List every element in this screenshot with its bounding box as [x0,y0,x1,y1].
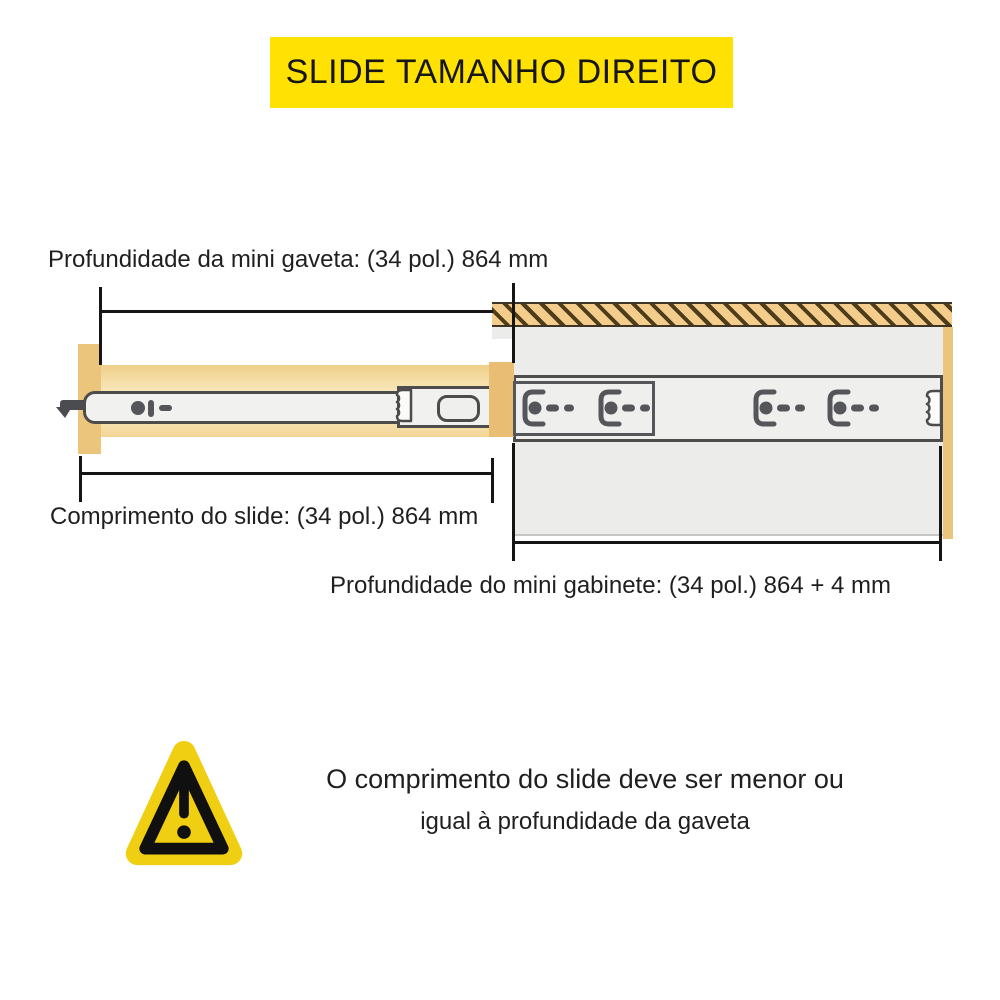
mounting-hole-icon [824,386,882,430]
drawer-back-post [489,362,514,437]
warning-triangle-icon [125,739,243,869]
cabinet-back-panel [943,327,953,539]
title-banner [270,37,733,108]
note-line-2: igual à profundidade da gaveta [420,808,750,835]
exclamation-glyph [177,780,191,839]
label-cabinet-depth: Profundidade do mini gabinete: (34 pol.) 864 + 4 mm [330,572,892,599]
cabinet-front-edge [492,327,513,339]
mounting-hole-icon [519,386,577,430]
page-title: SLIDE TAMANHO DIREITO [285,53,718,91]
label-drawer-depth: Profundidade da mini gaveta: (34 pol.) 864 mm [48,246,549,273]
note-line-1: O comprimento do slide deve ser menor ou [326,764,844,794]
note-block [285,764,885,836]
mounting-hole-icon [750,386,808,430]
front-mount-hook-icon [55,398,85,420]
cabinet-top-panel-hatch [492,302,952,327]
middle-rail-slot [437,395,480,422]
tick-slide-left [79,456,82,502]
tick-slide-right [491,458,494,503]
middle-rail-end-cap-icon [395,389,413,426]
extension-line-drawer-front [99,287,102,365]
tick-cabinet-back [939,446,942,561]
dimension-line-cabinet-depth [513,541,942,544]
inner-rail-holes-icon [128,396,178,420]
dimension-line-slide-length [80,472,493,475]
outer-rail-end-cap-icon [924,389,944,429]
dimension-line-drawer-depth [100,310,493,313]
label-slide-length: Comprimento do slide: (34 pol.) 864 mm [50,503,479,530]
extension-line-drawer-back [512,283,515,363]
mounting-hole-icon [595,386,653,430]
